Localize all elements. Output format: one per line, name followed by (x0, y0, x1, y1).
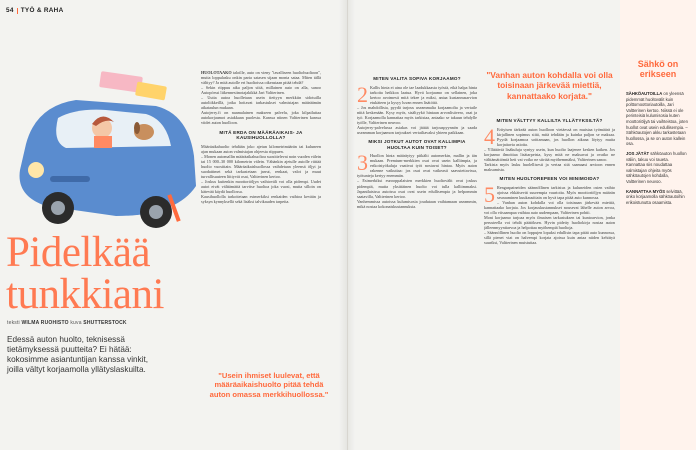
paragraph: Autojerry-palvelussa asiakas voi jättää tarjouspyynnön ja saada useamman korjaamon tarjoukset vertailtavaksi yhteen paikkaan. (357, 124, 477, 136)
subheading: MIKSI JOTKUT AUTOT OVAT KALLIMPIA HUOLTAA KUIN TOISET? (368, 139, 466, 150)
paragraph: – Vanhan auton kohdalla voi olla toisinaan järkevää miettiä, kannattaako korjata. Jos korjauskustannukset nousevat lähelle auton arvoa, voi olla viisaampaa vaihtaa auto uudempaan, Valtterinen pohtii. (484, 199, 615, 215)
paragraph: Määräaikahuolto tehdään joko ajetun kilometrimäärän tai kuluneen ajan mukaan auton valmistajan ohjeesta riippuen. (201, 143, 321, 154)
sidebar-title: Sähkö on erikseen (637, 59, 679, 79)
text-column-3 (484, 114, 615, 446)
title-line-1: Pidelkää (6, 229, 151, 276)
sidebar-paragraph: KANNATTAA MYÖS selvittää, onko korjaamolla sähköautoihin erikoistunutta osaamista. (626, 188, 685, 205)
paragraph: Erityisen tärkeää auton huolloon vietäessä on muistaa työmäärä ja kirjallinen sopimus siitä, mitä tehdään ja kuinka paljon se maksaa. Pyydä korjaamoa soittamaan, jos huollon aikana löytyy muita korjattavia asioita. (497, 126, 615, 147)
paragraph: Tarkista myös lasku huolellisesti ja vertaa sitä saamaasi arvioon ennen maksamista. (484, 161, 615, 172)
paragraph: – Säännöllinen huolto on loppujen lopuksi edullisin tapa pitää auto kunnossa, sillä pienet viat on halvempi korjata ajoissa kuin antaa niiden kehittyä suuriksi, Valtterinen muistuttaa. (484, 230, 615, 246)
section-number: 5 (484, 181, 495, 207)
page-fold (347, 0, 348, 450)
car-illustration (6, 66, 201, 241)
pull-quote-2: "Vanhan auton kohdalla voi olla toisinaan järkevää miettiä, kannattaako korjata." (486, 70, 613, 101)
title-line-2: tunkkiani (6, 271, 164, 318)
rear-hubcap (149, 205, 163, 219)
article-title (6, 229, 164, 318)
paragraph: – Monen automallin määräaikahuoltoa suosittelevat noin vuoden välein tai 15 000–30 000 kilometrin välein. Vähänkin ajetulle autolle riittää huolto vuosittain. Määräaikaishuollossa vaihdetaan yleensä öljyt ja suodattimet sekä tarkastetaan jarrut, renkaat, valot ja muut turvallisuuteen liittyvät osat, Valtterinen kertoo. (201, 153, 321, 179)
sidebar-paragraph: JOS JÄTÄT sähköauton huollon väliin, takuu voi raueta. Kannattaa siis noudattaa valmistajan ohjeita myös sähköautojen kohdalla, Valtterinen neuvoo. (626, 150, 687, 184)
paragraph: – Uutta autoa huolletaan usein tiettyyn merkkiin sidotuilla autoliikkeillä, jotka hoitavat tarkastukset valmistajan määräämän aikataulun mukaan. (201, 95, 321, 111)
text-column-2 (357, 72, 477, 362)
section-number: 3 (357, 150, 368, 176)
dog-ear (134, 122, 140, 134)
driver-shirt (94, 136, 112, 148)
paragraph: Huollon hinta määräytyy pitkälti automerkin, mallin ja iän mukaan. Premium-merkkien osat ovat usein kalliimpia, ja erikoistyökaluja vaativat työt nostavat hintaa. Myös auton rakenne vaikuttaa: jos osat ovat vaikeasti saavutettavissa, työtunteja kertyy enemmän. (357, 153, 477, 179)
paragraph: Moni korjaamo tarjoaa myös ilmaisen tarkastuksen tai kuntoarvion, jonka perusteella voi tehdä päätöksen. Hyvin pidetty huoltokirja nostaa auton jälleenmyyntiarvoa ja helpottaa myöhempiä huoltoja. (484, 214, 615, 230)
subheading: MITEN HUOLTOREPEEN VOI MINIMOIDA? (499, 176, 600, 182)
paragraph: Kallis hinta ei aina ole tae laadukkaasta työstä, eikä halpa hinta tarkoita heikkoa laatua. Hyvä korjaamo on sellainen, joka kertoo avoimesti mitä tekee ja miksi, antaa kustannusarvion etukäteen ja kysyy luvan ennen lisätöitä. (370, 84, 477, 105)
author-name: WILMA RUOHISTO (21, 320, 69, 326)
subheading: MITÄ ERDA ON MÄÄRÄAIKAIS- JA KAUSIHUOLLOLLA? (219, 129, 303, 141)
paragraph: – Joskus kuitenkin moottoriöljyn vaihtoväli voi olla pidempi. Uudet autot eivät välttämättä tarvitse huoltoa joka vuosi, mutta silloin on kätevää käydä huollossa. (201, 179, 321, 195)
photo-credit: SHUTTERSTOCK (83, 320, 127, 326)
article-lead: Edessä auton huolto, teknisessä tietämyksessä puutteita? Ei hätää: kokosimme asiantuntijan kanssa vinkit, joilla vältyt korjaamolla yllätyslaskuilta. (7, 335, 149, 374)
header-divider (17, 8, 18, 14)
headlight-icon (28, 162, 44, 178)
paragraph: – Sekin riippuu aika paljon siitä, millainen auto on alla, sanoo Autopörssi liikennesitnotajakikkä Jari Valtterinen. (201, 85, 321, 96)
subheading: MITEN VALITA SOPIVA KORJAAMO? (373, 76, 461, 81)
roof-bag (135, 82, 167, 101)
page-header (6, 7, 63, 14)
paragraph: Rengaspaineiden säännöllinen tarkistus ja kuluneiden osien vaihto ajoissa ehkäisevät suurempia vaurioita. Myös moottoriöljyn määrän seuraaminen kuukausittain on hyvä tapa pitää auto kunnossa. (497, 184, 615, 200)
paragraph: – Esimerkiksi eurooppalaisten merkkien huoltovälit ovat joskus pidempiä, mutta yksittäinen huolto voi tulla kalliimmaksi. Japanilaisissa autoissa osat ovat usein edullisempia ja helpommin saatavilla, Valtterinen kertoo. (357, 178, 477, 199)
front-hubcap (51, 201, 65, 215)
sidebar-paragraph: SÄHKÖAUTOILLA on yleensä pidemmät huoltovälit kuin polttomoottoriautoilla, Jari Valtterinen kertoo. Niissä ei ole perinteisiä kulumisosia kuten moottoriöljyä tai vaihteistoa, joten huollot ovat usein edullisempia. – Sähköautojen akku tarkastetaan huollossa, ja se on auton kallein osa. (626, 91, 688, 147)
grill (50, 176, 90, 182)
section-label: TYÖ & RAHA (20, 7, 64, 14)
subheading: MITEN VÄLTTYY KALLILTA YLLÄTYKSILTÄ? (496, 118, 603, 123)
pull-quote-1: "Usein ihmiset luulevat, että määräaikaishuolto pitää tehdä auton omassa merkkihuollossa." (209, 371, 329, 399)
paragraph: HUOLOTAAKO taloille, auto on vieny "tavalliseen huoltohuoltoon", mutta loppulasku onkin paria satasen sijaan monta sataa. Miten tällä välttyy? Ja mitä autolle eri huoltoissa oikeastaan pitää tehdä? (201, 70, 321, 86)
section-number: 4 (484, 123, 495, 149)
page-number: 54 (6, 7, 14, 14)
paragraph: Kausihuollolla tarkoitetaan esimerkiksi renkaiden vaihtoa kevään ja syksyn kynnyksellä sekä lisäksi talvikauden tarpeita. (201, 194, 321, 205)
sidebar-text (626, 91, 688, 205)
paragraph: Vanhemmissa autoissa kulumisosia joudutaan vaihtamaan useammin, mikä nostaa kokonaiskustannuksia. (357, 198, 477, 209)
sidebar-box (620, 0, 696, 450)
byline: teksti WILMA RUOHISTO kuva SHUTTERSTOCK (7, 320, 127, 326)
paragraph: – Jos mahdollista, pyydä tarjous useammalta korjaamolta ja vertaile niitä keskenään. Kysy myös, sisältyykö hintaan arvonlisävero, osat ja työ. Korjaamolla kannattaa myös tarkistaa, antaako se takuun tehdylle työlle, Valtterinen neuvoo. (357, 104, 477, 125)
paragraph: Autojerry.fi on naamalainen makseen palvelu, joka kilpailuttaa autokorjaamot asiakkaan puolesta. Kanssa niinen Valtterinen kanssa viidet auton huolloon. (201, 110, 321, 126)
paragraph: – Yllättäviä lisäkuluja syntyy usein, kun huolto laajenee kesken kaiken. Jos korjaamo ilmoittaa lisätarpeista, kysy mitä ne maksavat ja ovatko ne välttämättömiä heti vai voiko ne siirtää myöhemmäksi, Valtterinen sanoo. (484, 146, 615, 162)
section-number: 2 (357, 81, 368, 107)
